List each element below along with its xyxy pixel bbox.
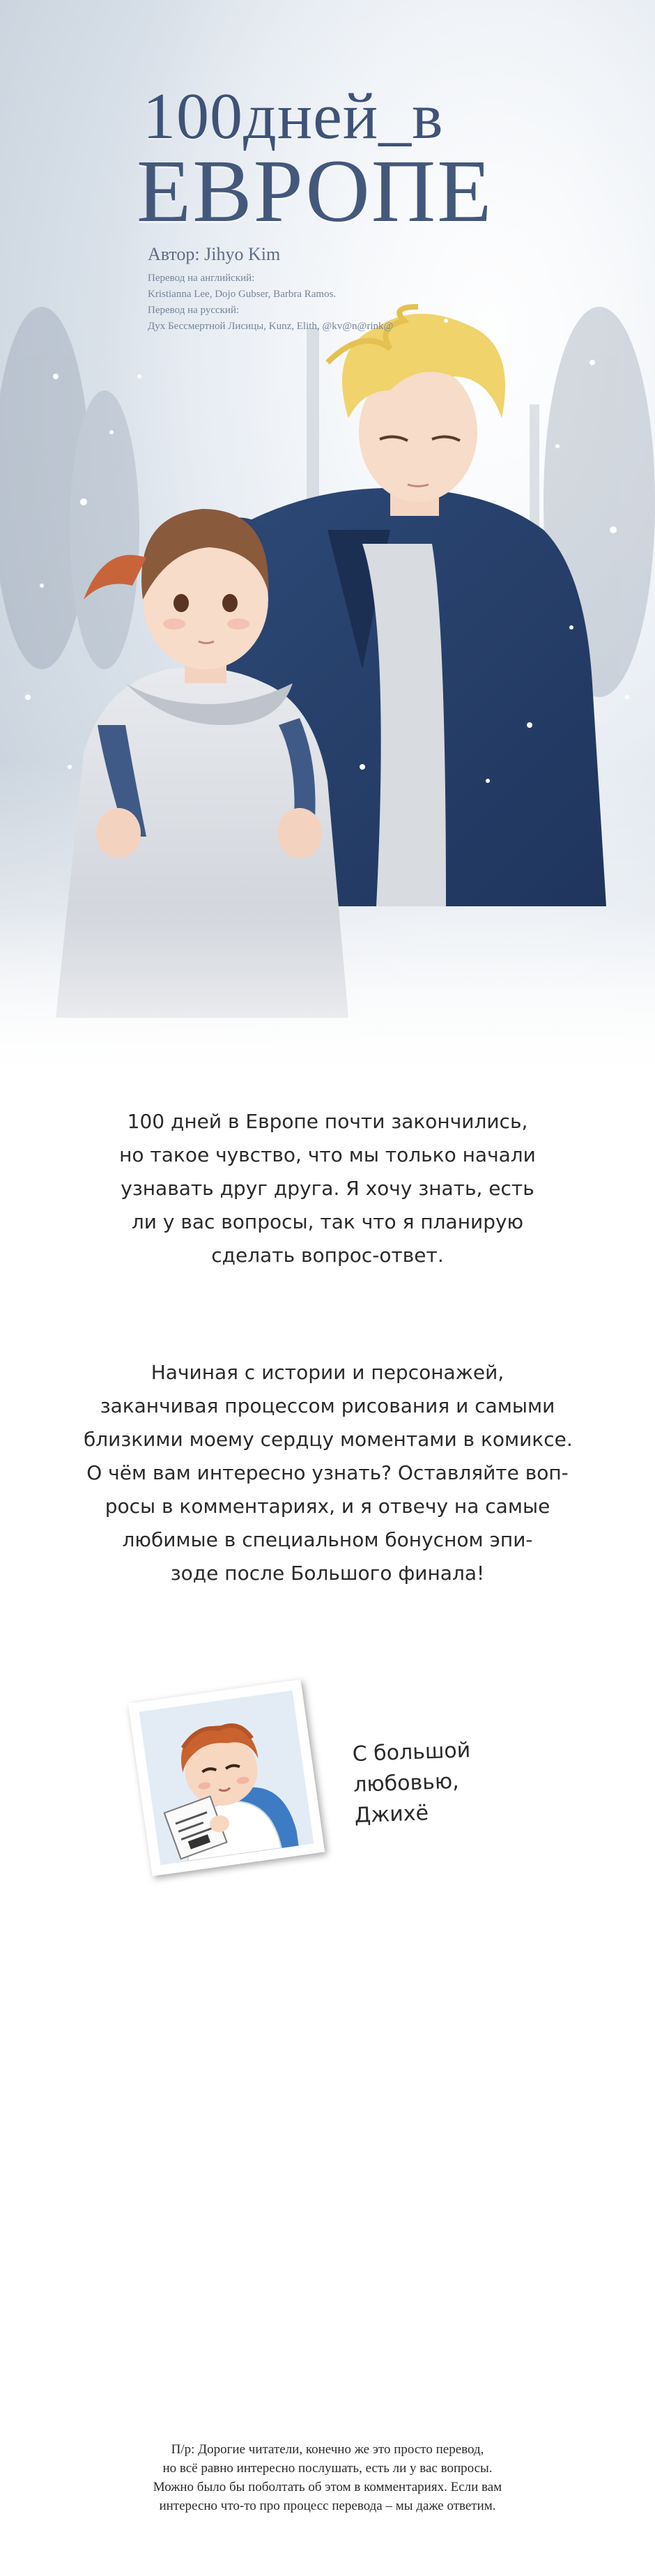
signature-line: Джихё [354,1801,429,1828]
signature-line: любовью, [353,1769,460,1797]
message-line: любимые в специальном бонусном эпи- [122,1528,533,1551]
title-line1: 100дней_в [143,80,444,153]
message-line: росы в комментариях, и я отвечу на самые [105,1495,550,1518]
author-avatar [139,1691,314,1866]
credit-line: Дух Бессмертной Лисицы, Kunz, Elith, @kv@n@rink@ [148,321,394,332]
note-line: интересно что-то про процесс перевода – мы даже ответим. [159,2499,496,2513]
message-line: но такое чувство, что мы только начали [119,1143,536,1166]
credit-line: Перевод на английский: [148,273,255,284]
message-line: заканчивая процессом рисования и самыми [100,1394,555,1417]
message-line: Начиная с истории и персонажей, [151,1361,504,1384]
author-avatar-polaroid [128,1679,325,1876]
author-message-1 [84,1105,571,1272]
message-line: сделать вопрос-ответ. [211,1244,444,1267]
cover-illustration [0,0,655,1088]
message-line: 100 дней в Европе почти закончились, [127,1110,528,1133]
translation-credits [148,270,393,335]
note-line: но всё равно интересно послушать, есть ли у вас вопросы. [162,2461,493,2476]
message-line: О чём вам интересно узнать? Оставляйте воп- [86,1461,569,1484]
author-credit: Автор: Jihyo Kim [148,244,281,264]
note-line: Можно было бы поболтать об этом в комментариях. Если вам [153,2480,502,2494]
author-message-2 [84,1356,571,1590]
signature [352,1735,473,1831]
title-line2: ЕВРОПЕ [137,142,493,241]
note-line: П/р: Дорогие читатели, конечно же это просто перевод, [171,2442,484,2457]
message-line: ли у вас вопросы, так что я планирую [131,1210,524,1233]
message-line: зоде после Большого финала! [170,1562,485,1585]
translator-note [84,2440,571,2515]
message-line: близкими моему сердцу моментами в комиксе. [84,1428,573,1451]
credit-line: Перевод на русский: [148,305,240,316]
credit-line: Kristianna Lee, Dojo Gubser, Barbra Ramos. [148,289,337,300]
message-line: узнавать друг друга. Я хочу знать, есть [121,1177,534,1200]
signature-line: С большой [352,1738,471,1767]
